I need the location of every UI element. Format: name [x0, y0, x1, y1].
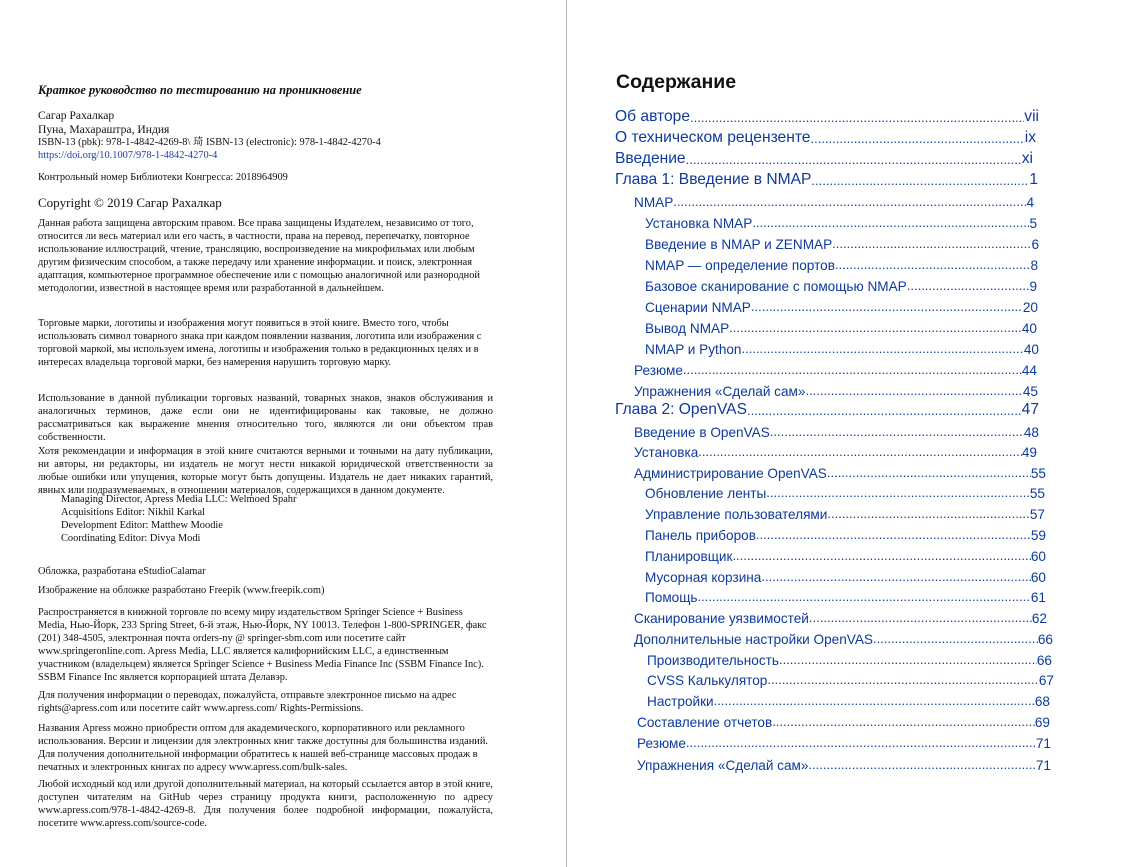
toc-title: Содержание [616, 71, 737, 93]
translations-paragraph: Для получения информации о переводах, пожалуйста, отправьте электронное письмо на адрес rights@apress.com или посетите сайт www.apress.com/ Rights-Permissions. [38, 690, 457, 715]
cover-design-credit: Обложка, разработана eStudioCalamar [38, 566, 206, 578]
doi-link[interactable]: https://doi.org/10.1007/978-1-4842-4270-4 [38, 150, 218, 162]
copyright-notice: Copyright © 2019 Сагар Рахалкар [38, 195, 222, 210]
toc-entry[interactable] [634, 360, 1037, 378]
toc-dot-leader [714, 694, 1035, 708]
toc-entry-title: Администрирование OpenVAS [634, 466, 827, 481]
toc-entry-title: NMAP — определение портов [645, 258, 835, 273]
toc-dot-leader [698, 445, 1022, 459]
toc-entry[interactable] [634, 422, 1039, 440]
toc-entry-page-number: 55 [1030, 466, 1046, 481]
toc-entry-title: Упражнения «Сделай сам» [634, 384, 806, 399]
toc-entry-page-number: vii [1024, 108, 1039, 125]
bulk-sales-paragraph: Названия Apress можно приобрести оптом для академического, корпоративного или рекламного использования. Версии и лицензии для электронных книг также доступны для большинства изданий. Для получения дополнительной информации обратитесь к нашей веб-странице массовых продаж в печатных и электронных книгах по адресу www.apress.com/bulk-sales. [38, 723, 489, 774]
toc-entry-page-number: 9 [1029, 279, 1037, 294]
toc-entry-title: Резюме [634, 363, 683, 378]
toc-dot-leader [686, 153, 1022, 167]
toc-entry-title: NMAP и Python [645, 342, 742, 357]
library-of-congress-number: Контрольный номер Библиотеки Конгресса: 2018964909 [38, 172, 288, 184]
toc-dot-leader [729, 321, 1022, 335]
toc-entry-page-number: 71 [1035, 758, 1051, 773]
toc-entry-title: CVSS Калькулятор [647, 673, 768, 688]
toc-dot-leader [752, 216, 1029, 230]
toc-entry[interactable] [647, 691, 1050, 709]
toc-dot-leader [673, 195, 1026, 209]
toc-entry[interactable] [634, 381, 1038, 399]
toc-entry-page-number: 49 [1021, 445, 1037, 460]
toc-entry-page-number: 60 [1030, 570, 1046, 585]
toc-entry-page-number: 62 [1031, 611, 1047, 626]
toc-entry-page-number: 1 [1029, 171, 1038, 188]
toc-entry-page-number: 66 [1036, 653, 1052, 668]
toc-entry-page-number: 40 [1023, 342, 1039, 357]
toc-dot-leader [811, 174, 1029, 188]
toc-entry-page-number: ix [1024, 129, 1036, 146]
toc-dot-leader [742, 342, 1024, 356]
editors-list [38, 493, 516, 545]
toc-entry-title: О техническом рецензенте [615, 129, 811, 146]
toc-entry-page-number: 55 [1029, 486, 1045, 501]
toc-entry-title: Базовое сканирование с помощью NMAP [645, 279, 907, 294]
author-location: Пуна, Махараштра, Индия [38, 122, 170, 136]
toc-dot-leader [732, 549, 1030, 563]
toc-entry-page-number: xi [1021, 150, 1033, 167]
toc-entry[interactable] [645, 567, 1046, 585]
editor-line: Acquisitions Editor: Nikhil Karkal [61, 507, 206, 518]
toc-entry[interactable] [615, 401, 1039, 419]
toc-entry-title: Планировщик [645, 549, 733, 564]
toc-entry-title: Сканирование уязвимостей [634, 611, 809, 626]
toc-entry-title: Составление отчетов [637, 715, 773, 730]
toc-entry-title: Вывод NMAP [645, 321, 730, 336]
toc-entry-page-number: 5 [1029, 216, 1037, 231]
toc-entry[interactable] [645, 318, 1037, 336]
toc-dot-leader [873, 632, 1038, 646]
toc-dot-leader [698, 590, 1031, 604]
toc-entry-title: Введение в NMAP и ZENMAP [645, 237, 833, 252]
toc-entry-page-number: 66 [1037, 632, 1053, 647]
toc-entry-title: Установка [634, 445, 699, 460]
rights-paragraph: Данная работа защищена авторским правом. Все права защищены Издателем, независимо от того, относится ли весь материал или его часть, в частности, права на перевод, перепечатку, повторное использование иллюстраций, чтение, трансляцию, воспроизведение на микрофильмах или любым другим физическим способом, а также передачу или хранение информации. и поиск, электронная адаптация, компьютерное программное обеспечение или с помощью аналогичной или разнородной методологии, известной в настоящее время или разработанной в дальнейшем. [38, 218, 480, 295]
toc-entry-title: Панель приборов [645, 528, 756, 543]
toc-entry-title: Помощь [645, 590, 698, 605]
toc-dot-leader [761, 570, 1031, 584]
cover-image-credit: Изображение на обложке разработано Freepik (www.freepik.com) [38, 585, 325, 597]
toc-dot-leader [690, 111, 1024, 125]
toc-entry-title: Введение [615, 150, 686, 167]
toc-entry-title: Производительность [647, 653, 779, 668]
toc-entry[interactable] [645, 255, 1038, 273]
toc-entry-page-number: 60 [1030, 549, 1046, 564]
toc-entry-page-number: 71 [1035, 736, 1051, 751]
trademark-paragraph: Торговые марки, логотипы и изображения могут появиться в этой книге. Вместо того, чтобы использовать символ товарного знака при каждом появлении названия, логотипа или изображения с торговой маркой, мы используем имена, логотипы и изображения только в редакционных целях и в интересах владельца торговой марки, без намерения нарушить торговую марку. [38, 318, 482, 369]
toc-entry[interactable] [634, 629, 1053, 647]
toc-entry[interactable] [645, 276, 1037, 294]
trade-names-paragraph: Использование в данной публикации торговых названий, товарных знаков, знаков обслуживания и аналогичных терминов, даже если они не идентифицированы как таковые, не должно рассматриваться как выражение мнения относительно того, являются ли они объектом прав собственности. [38, 393, 493, 444]
toc-entry-page-number: 8 [1030, 258, 1038, 273]
toc-entry-page-number: 6 [1031, 237, 1039, 252]
toc-entry[interactable] [647, 670, 1054, 688]
toc-entry[interactable] [645, 297, 1038, 315]
toc-entry-title: Сценарии NMAP [645, 300, 751, 315]
toc-entry[interactable] [634, 442, 1037, 460]
toc-entry-title: Обновление ленты [645, 486, 767, 501]
toc-dot-leader [766, 486, 1030, 500]
distribution-paragraph: Распространяется в книжной торговле по всему миру издательством Springer Science + Business Media, Нью-Йорк, 233 Spring Street, 6-й этаж, Нью-Йорк, NY 10013. Телефон 1-800-SPRINGER, факс (201) 348-4505, электронная почта orders-ny @ springer-sbm.com или посетите сайт www.springeronline.com. Apress Media, LLC является калифорнийским LLC, а единственным участником (владельцем) является Springer Science + Business Media Finance Inc (SSBM Finance Inc). SSBM Finance Inc является корпорацией штата Делавэр. [38, 607, 487, 684]
toc-entry[interactable] [615, 150, 1033, 168]
toc-entry-page-number: 4 [1026, 195, 1034, 210]
editor-line: Development Editor: Matthew Moodie [61, 520, 223, 531]
toc-dot-leader [810, 132, 1024, 146]
toc-entry[interactable] [634, 463, 1046, 481]
disclaimer-paragraph: Хотя рекомендации и информация в этой книге считаются верными и точными на дату публикации, ни авторы, ни редакторы, ни издатель не могут нести никакой юридической ответственности за любые ошибки или упущения, которые могут быть допущены. Издатель не дает никаких гарантий, явных или подразумеваемых, в отношении материалов, содержащихся в данном документе. [38, 446, 493, 497]
toc-entry-title: Глава 1: Введение в NMAP [615, 171, 812, 188]
toc-entry-page-number: 40 [1021, 321, 1037, 336]
toc-entry-title: Установка NMAP [645, 216, 753, 231]
copyright-page [0, 0, 566, 867]
toc-dot-leader [756, 528, 1031, 542]
toc-entry-title: Мусорная корзина [645, 570, 762, 585]
toc-entry-title: Введение в OpenVAS [634, 425, 770, 440]
toc-entry[interactable] [645, 339, 1039, 357]
toc-entry[interactable] [645, 504, 1045, 522]
toc-dot-leader [827, 507, 1030, 521]
toc-entry-page-number: 47 [1021, 401, 1039, 418]
toc-entry-page-number: 59 [1030, 528, 1046, 543]
toc-entry-title: Дополнительные настройки OpenVAS [634, 632, 873, 647]
toc-entry-page-number: 69 [1034, 715, 1050, 730]
toc-entry[interactable] [615, 129, 1036, 147]
toc-entry-page-number: 67 [1038, 673, 1054, 688]
toc-entry-page-number: 68 [1034, 694, 1050, 709]
toc-entry-title: NMAP [634, 195, 674, 210]
toc-dot-leader [832, 237, 1031, 251]
toc-entry[interactable] [645, 587, 1046, 605]
toc-entry[interactable] [645, 525, 1046, 543]
toc-entry-title: Об авторе [615, 108, 690, 125]
toc-entry[interactable] [615, 171, 1038, 189]
toc-entry-title: Глава 2: OpenVAS [615, 401, 747, 418]
toc-entry[interactable] [637, 733, 1051, 751]
toc-dot-leader [805, 384, 1022, 398]
book-title: Краткое руководство по тестированию на проникновение [38, 83, 362, 98]
toc-entry-title: Управление пользователями [645, 507, 828, 522]
toc-entry-page-number: 45 [1022, 384, 1038, 399]
toc-entry[interactable] [615, 108, 1039, 126]
toc-entry-page-number: 61 [1030, 590, 1046, 605]
toc-dot-leader [779, 653, 1037, 667]
toc-dot-leader [772, 715, 1035, 729]
toc-entry[interactable] [645, 483, 1045, 501]
table-of-contents-page [567, 0, 1135, 867]
toc-dot-leader [809, 611, 1032, 625]
toc-entry[interactable] [645, 213, 1037, 231]
editor-line: Managing Director, Apress Media LLC: Welmoed Spahr [61, 494, 297, 505]
toc-dot-leader [770, 425, 1024, 439]
toc-dot-leader [767, 673, 1039, 687]
toc-dot-leader [907, 279, 1030, 293]
isbn-line: ISBN-13 (pbk): 978-1-4842-4269-8\ 琦 ISBN-13 (electronic): 978-1-4842-4270-4 [38, 137, 381, 149]
toc-entry[interactable] [634, 608, 1047, 626]
toc-entry-page-number: 20 [1022, 300, 1038, 315]
toc-entry[interactable] [645, 546, 1046, 564]
toc-entry[interactable] [645, 234, 1039, 252]
toc-dot-leader [747, 404, 1022, 418]
toc-entry-page-number: 57 [1029, 507, 1045, 522]
toc-entry-page-number: 48 [1023, 425, 1039, 440]
toc-dot-leader [683, 363, 1022, 377]
toc-entry-page-number: 44 [1021, 363, 1037, 378]
editor-line: Coordinating Editor: Divya Modi [61, 533, 201, 544]
toc-entry[interactable] [637, 712, 1050, 730]
source-code-paragraph: Любой исходный код или другой дополнительный материал, на который ссылается автор в этой книге, доступен читателям на GitHub через страницу продукта книги, расположенную по адресу www.apress.com/978-1-4842-4269-8. Для получения более подробной информации, пожалуйста, посетите www.apress.com/source-code. [38, 779, 493, 830]
toc-entry-title: Настройки [647, 694, 714, 709]
toc-dot-leader [827, 466, 1031, 480]
toc-entry[interactable] [634, 192, 1034, 210]
toc-dot-leader [751, 300, 1023, 314]
toc-entry[interactable] [647, 650, 1052, 668]
toc-entry-title: Резюме [637, 736, 686, 751]
author-name: Сагар Рахалкар [38, 108, 115, 122]
toc-entry-title: Упражнения «Сделай сам» [637, 758, 809, 773]
toc-dot-leader [686, 736, 1036, 750]
toc-entry[interactable] [637, 755, 1051, 773]
toc-dot-leader [808, 758, 1035, 772]
toc-dot-leader [835, 258, 1031, 272]
